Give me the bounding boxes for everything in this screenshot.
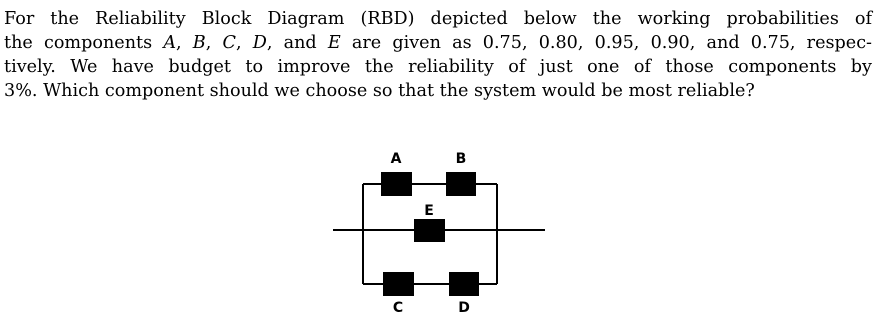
- component-b-block: [446, 172, 476, 196]
- separator: , and: [266, 33, 328, 53]
- component-c-label: C: [392, 300, 404, 316]
- component-a-block: [381, 172, 412, 196]
- separator: ,: [205, 33, 223, 53]
- component-b-ref: B: [192, 33, 206, 53]
- component-a-label: A: [390, 151, 402, 167]
- component-b-label: B: [455, 151, 467, 167]
- component-d-block: [449, 272, 479, 296]
- component-e-label: E: [424, 203, 434, 219]
- problem-line-2-start: the components: [4, 33, 164, 53]
- component-a-ref: A: [163, 33, 177, 53]
- problem-line-4: 3%. Which component should we choose so that the system would be most reliable?: [4, 81, 755, 101]
- component-d-label: D: [458, 300, 470, 316]
- separator: ,: [235, 33, 253, 53]
- component-e-block: [414, 219, 445, 242]
- component-e-ref: E: [327, 33, 341, 53]
- component-c-ref: C: [222, 33, 236, 53]
- problem-line-3: tively. We have budget to improve the reliability of just one of those components by: [4, 57, 872, 77]
- separator: ,: [176, 33, 193, 53]
- component-d-ref: D: [252, 33, 267, 53]
- problem-line-1: For the Reliability Block Diagram (RBD) depicted below the working probabilities of: [4, 9, 872, 29]
- problem-line-2-end: are given as 0.75, 0.80, 0.95, 0.90, and 0.75, respec-: [340, 33, 873, 53]
- component-c-block: [383, 272, 414, 296]
